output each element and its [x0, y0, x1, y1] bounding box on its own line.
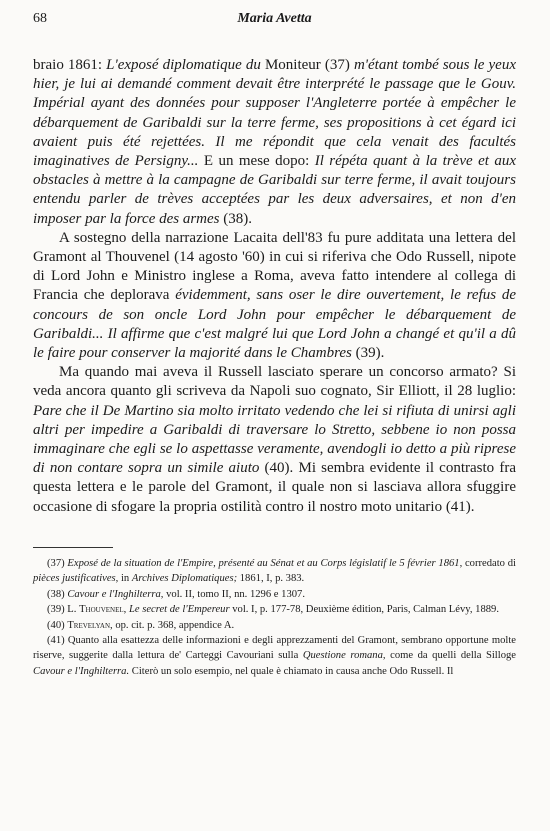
italic-run: m'étant tombé sous le yeux hier, je lui ai demandé comment devait être interprété le passage que le Gouv. Impérial ayant des données pour supposer l'Angleterre portée à empêcher le débarquement de Garibaldi sur la terre ferme, ses propositions à cet égard ici avaient puis été rejettées. Il me répondit que cela venait des facultés imaginatives de Persigny...	[33, 57, 516, 170]
footnotes	[33, 556, 516, 679]
paragraph-1	[33, 56, 516, 229]
footnote-marker: (41) Quanto alla esattezza delle informazioni e degli apprezzamenti del Gramont, sembrano opportune molte riserve, suggerite dalla lettura de' Carteggi Cavouriani sulla	[33, 634, 516, 662]
text-run: Ma quando mai aveva il Russell lasciato sperare un concorso armato? Si veda ancora quanto gli scriveva da Napoli suo cognato, Sir Elliott, il 28 luglio:	[33, 364, 516, 400]
page-header	[33, 8, 516, 30]
text-run: (38).	[219, 210, 253, 227]
footnote-marker: (38)	[47, 588, 68, 600]
author-name: Trevelyan	[67, 619, 111, 631]
text-run: (39).	[351, 345, 385, 362]
italic-run: Il répéta quant à la trève et aux obstacles à mettre à la campagne de Garibaldi sur terre ferme, il avait toujours entendu parler de trèves acceptées par les deux adversaires, et non d'en imposer par la force des armes	[33, 153, 516, 227]
text-run: Citerò un solo esempio, nel quale è chiamato in causa anche Odo Russell. Il	[129, 665, 454, 677]
text-run: (40). Mi sembra evidente il contrasto fra questa lettera e le parole del Gramont, il quale non si lasciava allora sfuggire occasione di sfogare la propria ostilità contro il nostro moto unitario (41).	[33, 460, 516, 515]
body-text	[33, 56, 516, 517]
text-run: ,	[123, 604, 129, 616]
italic-run: Le secret de l'Empereur	[128, 604, 230, 616]
text-run: Moniteur (37)	[260, 57, 354, 73]
italic-run: L'exposé diplomatique du	[106, 57, 261, 73]
text-run: vol. II, tomo II, nn. 1296 e 1307.	[163, 588, 305, 600]
text-run: E un mese dopo:	[198, 153, 315, 170]
text-run: , op. cit. p. 368, appendice A.	[110, 619, 235, 631]
text-run: braio 1861:	[33, 57, 107, 73]
italic-run: évidemment, sans oser le dire ouvertement, le refus de concours de son oncle Lord John pour empêcher le débarquement de Garibaldi... Il affirme que c'est malgré lui que Lord John a changé et qu'il a dû le faire pour conserver la majorité dans le Chambres	[33, 287, 516, 362]
italic-run: Cavour e l'Inghilterra,	[67, 588, 164, 600]
page-number: 68	[33, 11, 47, 26]
italic-run: Exposé de la situation de l'Empire, présenté au Sénat et au Corps législatif le 5 février 1861,	[67, 557, 463, 569]
text-run: corredato di	[462, 557, 516, 569]
paragraph-3	[33, 363, 516, 517]
italic-run: Archives Diplomatiques;	[131, 573, 238, 585]
footnote-37	[33, 556, 516, 587]
text-run: A sostegno della narrazione Lacaita dell'83 fu pure additata una lettera del Gramont al Thouvenel (14 agosto '60) in cui si riferiva che Odo Russell, nipote di Lord John e Ministro inglese a Roma, aveva fatto intendere al collega di Francia che deplorava	[33, 229, 516, 304]
text-run: come da quelli della Silloge	[385, 650, 516, 662]
italic-run: Pare che il De Martino sia molto irritato vedendo che lei si rifiuta di unirsi agli altri per impedire a Garibaldi di traversare lo Stretto, sebbene io non possa immaginare che egli se lo aspettasse veramente, avendogli io detto a più riprese di non contare sopra un simile aiuto	[33, 402, 516, 477]
footnote-38	[33, 587, 516, 602]
author-name: Thouvenel	[79, 604, 124, 616]
paragraph-2	[33, 229, 516, 363]
text-run: 1861, I, p. 383.	[237, 573, 305, 585]
text-run: vol. I, p. 177-78, Deuxième édition, Paris, Calman Lévy, 1889.	[229, 604, 499, 616]
running-title: Maria Avetta	[237, 11, 312, 26]
footnote-39	[33, 602, 516, 617]
footnote-marker: (40)	[47, 619, 68, 631]
footnote-40	[33, 618, 516, 633]
italic-run: Cavour e l'Inghilterra.	[33, 665, 130, 677]
italic-run: pièces justificatives,	[33, 573, 119, 585]
footnote-marker: (37)	[47, 557, 68, 569]
footnote-divider	[33, 547, 113, 548]
footnote-41	[33, 633, 516, 679]
page	[33, 8, 516, 679]
text-run: in	[118, 573, 132, 585]
footnote-marker: (39) L.	[47, 604, 80, 616]
italic-run: Questione romana,	[302, 650, 386, 662]
